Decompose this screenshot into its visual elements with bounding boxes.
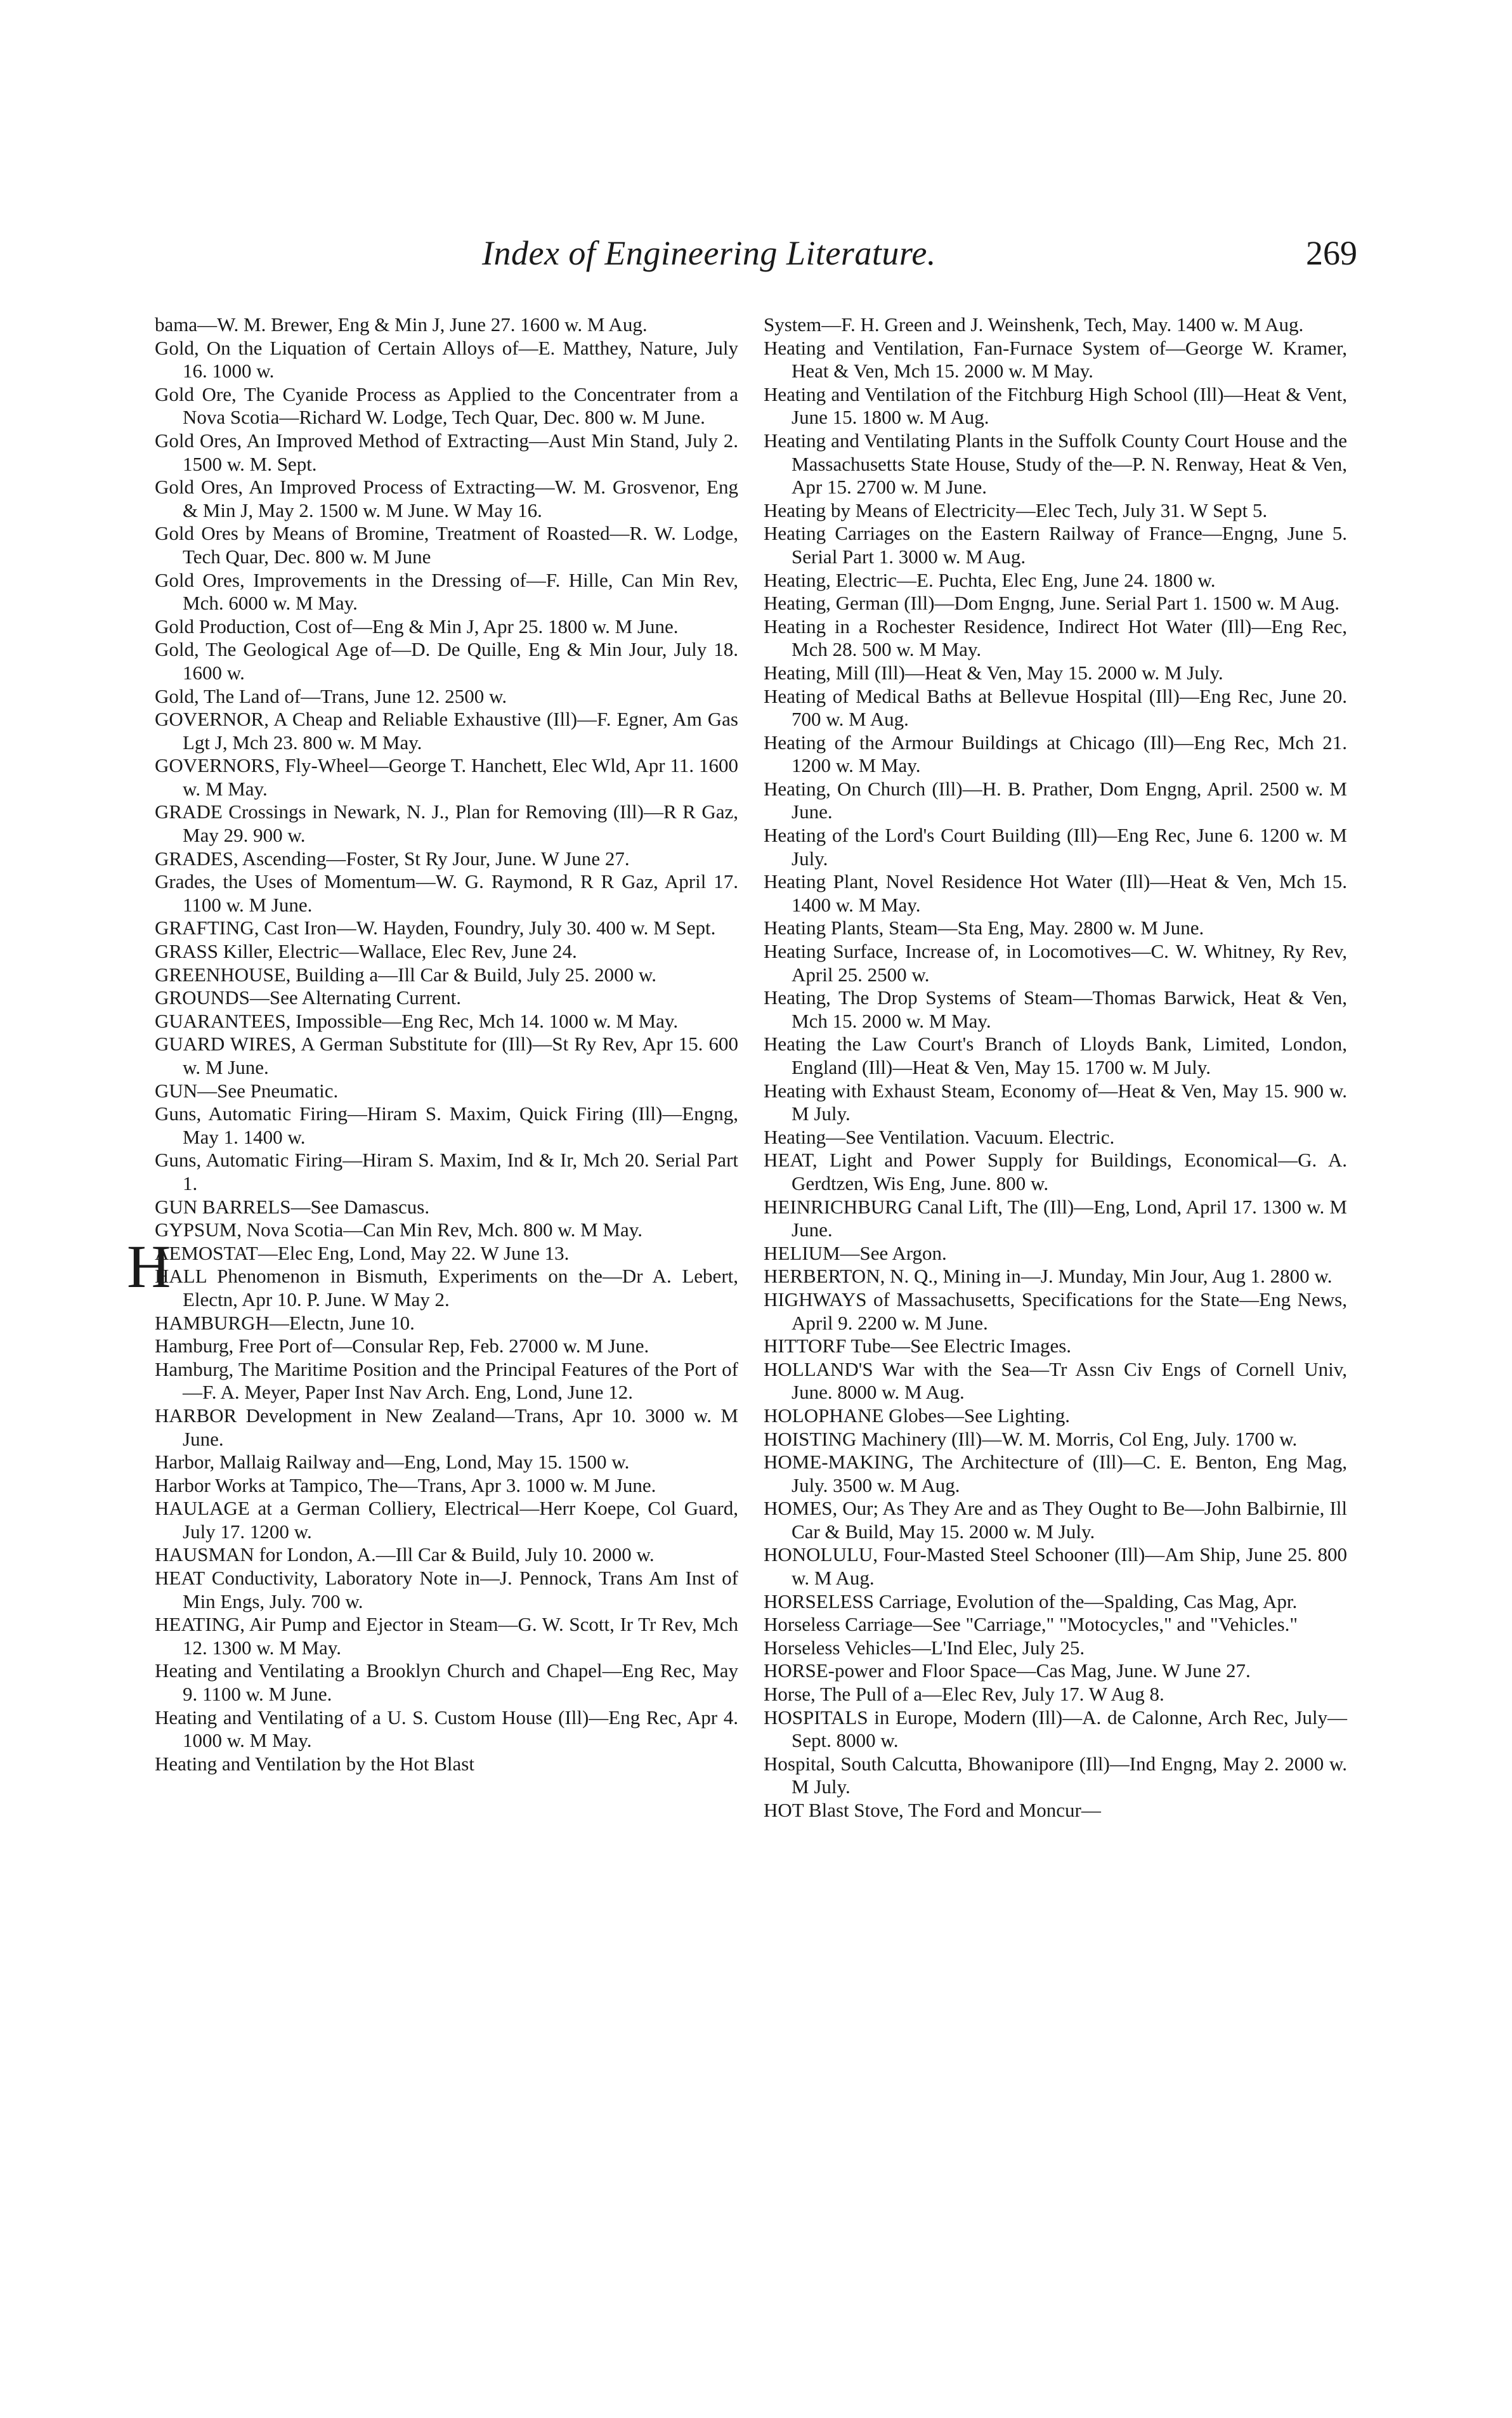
index-entry: HEINRICHBURG Canal Lift, The (Ill)—Eng, Lond, April 17. 1300 w. M June. xyxy=(764,1195,1347,1241)
index-entry: Hamburg, Free Port of—Consular Rep, Feb. 27000 w. M June. xyxy=(155,1335,649,1357)
index-entry: Gold Ores, Improvements in the Dressing of—F. Hille, Can Min Rev, Mch. 6000 w. M May. xyxy=(155,568,738,615)
index-entry: Harbor, Mallaig Railway and—Eng, Lond, May 15. 1500 w. xyxy=(155,1451,630,1474)
index-entry: Heating and Ventilation by the Hot Blast xyxy=(155,1752,474,1775)
index-entry: Gold Ores, An Improved Method of Extracting—Aust Min Stand, July 2. 1500 w. M. Sept. xyxy=(155,429,738,475)
page-header xyxy=(482,233,1357,291)
index-entry: HORSE-power and Floor Space—Cas Mag, June. W June 27. xyxy=(764,1659,1251,1682)
index-entry: GROUNDS—See Alternating Current. xyxy=(155,986,462,1009)
index-entry: Hamburg, The Maritime Position and the Principal Features of the Port of—F. A. Meyer, Paper Inst Nav Arch. Eng, Lond, June 12. xyxy=(155,1357,738,1404)
index-entry: Heating and Ventilation of the Fitchburg High School (Ill)—Heat & Vent, June 15. 1800 w. M Aug. xyxy=(764,382,1347,429)
index-entry: Gold Ores, An Improved Process of Extracting—W. M. Grosvenor, Eng & Min J, May 2. 1500 w. M June. W May 16. xyxy=(155,476,738,521)
index-column-right xyxy=(764,313,1347,1822)
index-entry: HEAT Conductivity, Laboratory Note in—J. Pennock, Trans Am Inst of Min Engs, July. 700 w. xyxy=(155,1567,738,1612)
index-entry: GRADE Crossings in Newark, N. J., Plan for Removing (Ill)—R R Gaz, May 29. 900 w. xyxy=(155,801,738,847)
index-entry: Heating, Mill (Ill)—Heat & Ven, May 15. 2000 w. M July. xyxy=(764,661,1223,684)
index-entry: GUN—See Pneumatic. xyxy=(155,1079,339,1102)
index-entry: HEATING, Air Pump and Ejector in Steam—G. W. Scott, Ir Tr Rev, Mch 12. 1300 w. M May. xyxy=(155,1613,738,1659)
index-entry: Heating Surface, Increase of, in Locomotives—C. W. Whitney, Ry Rev, April 25. 2500 w. xyxy=(764,940,1347,986)
index-entry: HELIUM—See Argon. xyxy=(764,1241,947,1264)
index-entry: Gold Production, Cost of—Eng & Min J, Apr 25. 1800 w. M June. xyxy=(155,615,679,637)
index-entry: Heating with Exhaust Steam, Economy of—Heat & Ven, May 15. 900 w. M July. xyxy=(764,1079,1347,1125)
index-entry: HOMES, Our; As They Are and as They Ought to Be—John Balbirnie, Ill Car & Build, May 15. 2000 w. M July. xyxy=(764,1497,1347,1543)
index-entry: HOLOPHANE Globes—See Lighting. xyxy=(764,1404,1071,1427)
index-entry: GOVERNOR, A Cheap and Reliable Exhaustive (Ill)—F. Egner, Am Gas Lgt J, Mch 23. 800 w. M May. xyxy=(155,708,738,754)
index-entry: Heating in a Rochester Residence, Indirect Hot Water (Ill)—Eng Rec, Mch 28. 500 w. M May. xyxy=(764,615,1347,661)
index-entry: Hospital, South Calcutta, Bhowanipore (Ill)—Ind Engng, May 2. 2000 w. M July. xyxy=(764,1752,1347,1798)
index-entry: Heating Plants, Steam—Sta Eng, May. 2800 w. M June. xyxy=(764,917,1204,939)
index-entry: bama—W. M. Brewer, Eng & Min J, June 27. 1600 w. M Aug. xyxy=(155,313,648,336)
index-entry: Heating and Ventilating a Brooklyn Church and Chapel—Eng Rec, May 9. 1100 w. M June. xyxy=(155,1659,738,1706)
index-entry: Heating the Law Court's Branch of Lloyds Bank, Limited, London, England (Ill)—Heat & Ven, May 15. 1700 w. M July. xyxy=(764,1033,1347,1078)
index-entry: HALL Phenomenon in Bismuth, Experiments on the—Dr A. Lebert, Electn, Apr 10. P. June. W May 2. xyxy=(155,1265,738,1310)
index-entry: Guns, Automatic Firing—Hiram S. Maxim, Ind & Ir, Mch 20. Serial Part 1. xyxy=(155,1149,738,1194)
index-entry: GUN BARRELS—See Damascus. xyxy=(155,1195,430,1218)
index-entry: HARBOR Development in New Zealand—Trans, Apr 10. 3000 w. M June. xyxy=(155,1404,738,1450)
index-entry: GRADES, Ascending—Foster, St Ry Jour, June. W June 27. xyxy=(155,847,630,870)
index-entry: Guns, Automatic Firing—Hiram S. Maxim, Quick Firing (Ill)—Engng, May 1. 1400 w. xyxy=(155,1102,738,1148)
index-entry: HOME-MAKING, The Architecture of (Ill)—C. E. Benton, Eng Mag, July. 3500 w. M Aug. xyxy=(764,1451,1347,1496)
index-entry: HONOLULU, Four-Masted Steel Schooner (Ill)—Am Ship, June 25. 800 w. M Aug. xyxy=(764,1543,1347,1590)
index-entry: HOSPITALS in Europe, Modern (Ill)—A. de Calonne, Arch Rec, July—Sept. 8000 w. xyxy=(764,1706,1347,1752)
index-entry: Horseless Carriage—See "Carriage," "Motocycles," and "Vehicles." xyxy=(764,1613,1298,1636)
index-entry: Heating and Ventilating Plants in the Suffolk County Court House and the Massachusetts State House, Study of the—P. N. Renway, Heat & Ven, Apr 15. 2700 w. M June. xyxy=(764,429,1347,499)
index-entry: Gold, On the Liquation of Certain Alloys of—E. Matthey, Nature, July 16. 1000 w. xyxy=(155,336,738,382)
index-entry: GRAFTING, Cast Iron—W. Hayden, Foundry, July 30. 400 w. M Sept. xyxy=(155,917,716,939)
page-number: 269 xyxy=(1306,234,1357,272)
index-entry: Heating—See Ventilation. Vacuum. Electric. xyxy=(764,1125,1115,1148)
index-entry: Heating of the Armour Buildings at Chicago (Ill)—Eng Rec, Mch 21. 1200 w. M May. xyxy=(764,731,1347,777)
index-entry: HOT Blast Stove, The Ford and Moncur— xyxy=(764,1799,1101,1821)
index-entry: Heating of the Lord's Court Building (Ill)—Eng Rec, June 6. 1200 w. M July. xyxy=(764,824,1347,870)
index-entry: Gold, The Geological Age of—D. De Quille, Eng & Min Jour, July 18. 1600 w. xyxy=(155,638,738,684)
index-entry: Gold Ore, The Cyanide Process as Applied to the Concentrater from a Nova Scotia—Richard W. Lodge, Tech Quar, Dec. 800 w. M June. xyxy=(155,382,738,429)
running-title: Index of Engineering Literature. xyxy=(482,234,936,272)
index-entry: Gold Ores by Means of Bromine, Treatment of Roasted—R. W. Lodge, Tech Quar, Dec. 800 w. M June xyxy=(155,522,738,568)
index-entry: GUARD WIRES, A German Substitute for (Ill)—St Ry Rev, Apr 15. 600 w. M June. xyxy=(155,1033,738,1078)
index-entry: HAULAGE at a German Colliery, Electrical—Herr Koepe, Col Guard, July 17. 1200 w. xyxy=(155,1497,738,1543)
index-entry-section-h: HAEMOSTAT—Elec Eng, Lond, May 22. W June 13. xyxy=(127,1232,570,1300)
index-entry: HAUSMAN for London, A.—Ill Car & Build, July 10. 2000 w. xyxy=(155,1543,655,1566)
index-entry: HOLLAND'S War with the Sea—Tr Assn Civ Engs of Cornell Univ, June. 8000 w. M Aug. xyxy=(764,1357,1347,1404)
index-entry: HORSELESS Carriage, Evolution of the—Spalding, Cas Mag, Apr. xyxy=(764,1590,1298,1612)
index-entry: Heating of Medical Baths at Bellevue Hospital (Ill)—Eng Rec, June 20. 700 w. M Aug. xyxy=(764,684,1347,731)
index-entry: Heating by Means of Electricity—Elec Tech, July 31. W Sept 5. xyxy=(764,499,1268,521)
index-entry: Heating, The Drop Systems of Steam—Thomas Barwick, Heat & Ven, Mch 15. 2000 w. M May. xyxy=(764,986,1347,1032)
index-entry: HEAT, Light and Power Supply for Buildings, Economical—G. A. Gerdtzen, Wis Eng, June. 800 w. xyxy=(764,1149,1347,1194)
index-entry: Heating Plant, Novel Residence Hot Water (Ill)—Heat & Ven, Mch 15. 1400 w. M May. xyxy=(764,870,1347,916)
index-entry: Horseless Vehicles—L'Ind Elec, July 25. xyxy=(764,1636,1085,1659)
index-entry: GREENHOUSE, Building a—Ill Car & Build, July 25. 2000 w. xyxy=(155,963,657,986)
index-entry: HIGHWAYS of Massachusetts, Specifications for the State—Eng News, April 9. 2200 w. M June. xyxy=(764,1288,1347,1334)
index-entry: HAMBURGH—Electn, June 10. xyxy=(155,1311,415,1334)
index-entry: Heating and Ventilation, Fan-Furnace System of—George W. Kramer, Heat & Ven, Mch 15. 2000 w. M May. xyxy=(764,336,1347,382)
index-entry: System—F. H. Green and J. Weinshenk, Tech, May. 1400 w. M Aug. xyxy=(764,313,1304,336)
index-entry: GUARANTEES, Impossible—Eng Rec, Mch 14. 1000 w. M May. xyxy=(155,1009,679,1032)
index-entry: HITTORF Tube—See Electric Images. xyxy=(764,1335,1072,1357)
index-entry: Gold, The Land of—Trans, June 12. 2500 w. xyxy=(155,684,507,707)
index-entry: Grades, the Uses of Momentum—W. G. Raymond, R R Gaz, April 17. 1100 w. M June. xyxy=(155,870,738,916)
index-entry: Harbor Works at Tampico, The—Trans, Apr 3. 1000 w. M June. xyxy=(155,1474,656,1496)
index-entry: GYPSUM, Nova Scotia—Can Min Rev, Mch. 800 w. M May. xyxy=(155,1219,642,1241)
index-entry: Heating, German (Ill)—Dom Engng, June. Serial Part 1. 1500 w. M Aug. xyxy=(764,592,1340,615)
index-entry: HOISTING Machinery (Ill)—W. M. Morris, Col Eng, July. 1700 w. xyxy=(764,1427,1298,1450)
index-entry: Heating, Electric—E. Puchta, Elec Eng, June 24. 1800 w. xyxy=(764,568,1216,591)
index-entry: Heating and Ventilating of a U. S. Custom House (Ill)—Eng Rec, Apr 4. 1000 w. M May. xyxy=(155,1706,738,1752)
index-entry: HERBERTON, N. Q., Mining in—J. Munday, Min Jour, Aug 1. 2800 w. xyxy=(764,1265,1333,1288)
index-entry: Horse, The Pull of a—Elec Rev, July 17. W Aug 8. xyxy=(764,1683,1164,1706)
index-entry: Heating Carriages on the Eastern Railway of France—Engng, June 5. Serial Part 1. 3000 w. M Aug. xyxy=(764,522,1347,568)
index-entry: Heating, On Church (Ill)—H. B. Prather, Dom Engng, April. 2500 w. M June. xyxy=(764,777,1347,823)
index-column-left xyxy=(127,313,738,1775)
index-entry: GRASS Killer, Electric—Wallace, Elec Rev, June 24. xyxy=(155,940,577,963)
index-entry: GOVERNORS, Fly-Wheel—George T. Hanchett, Elec Wld, Apr 11. 1600 w. M May. xyxy=(155,754,738,800)
